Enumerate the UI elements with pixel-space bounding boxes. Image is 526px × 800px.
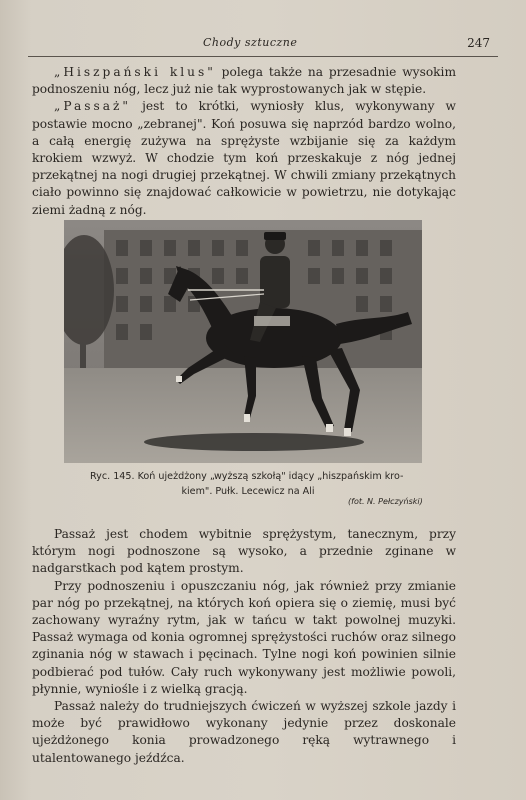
paragraph-passage-definition bbox=[32, 98, 456, 218]
figure-caption bbox=[90, 469, 406, 499]
bottom-text-block bbox=[32, 526, 456, 767]
photo-illustration bbox=[64, 220, 422, 463]
top-text-block bbox=[32, 64, 456, 219]
page-number: 247 bbox=[467, 36, 490, 50]
paragraph-passage-rhythm: Przy podnoszeniu i opuszczaniu nóg, jak również przy zmianie par nóg po przekątnej, na których koń opiera się o ziemię, musi być zachowany wyraźny rytm, jak w tańcu w takt powolnej muzyki. Passaż wymaga od konia ogromnej sprężystości ruchów oraz silnego zginania nóg w stawach i pęcinach. Tylne nogi koń powinien silnie podbierać pod tułów. Cały ruch wykonywany jest możliwie powoli, płynnie, wyniośle i z wielką gracją. bbox=[32, 578, 456, 696]
paragraph-spanish-trot bbox=[32, 64, 456, 98]
paragraph-text: jest to krótki, wyniosły klus, wykonywany w postawie mocno „zebranej". Koń posuwa się naprzód bardzo wolno, a całą energię zużywa na sprężyste wzbijanie się za każdym krokiem wzwyż. W chodzie tym koń przeskakuje z nóg jednej przekątnej na nogi drugiej przekątnej. W chwili zmiany przekątnych ciało powinno się znajdować całkowicie w powietrzu, nie dotykając ziemi żadną z nóg. bbox=[32, 99, 456, 217]
term-passage: „Passaż" bbox=[54, 99, 132, 114]
horse-rider-photograph bbox=[64, 220, 422, 463]
horse-shadow bbox=[144, 433, 364, 451]
photo-credit: (fot. N. Pełczyński) bbox=[348, 497, 423, 506]
paragraph-passage-difficulty: Passaż należy do trudniejszych ćwiczeń w wyższej szkole jazdy i może być prawidłowo wykonany jedynie przez doskonale ujeżdżonego konia prowadzonego ręką wytrawnego i utalentowanego jeźdźca. bbox=[32, 699, 456, 765]
saddle-cloth bbox=[254, 316, 290, 326]
paragraph-passage-character: Passaż jest chodem wybitnie sprężystym, tanecznym, przy którym nogi podnoszone są wysoko, a przednie zginane w nadgarstkach pod kątem prostym. bbox=[32, 527, 456, 576]
caption-line-2: kiem". Pułk. Lecewicz na Ali bbox=[181, 486, 315, 497]
caption-line-1: Ryc. 145. Koń ujeżdżony „wyższą szkołą" idący „hiszpańskim kro- bbox=[90, 471, 404, 482]
running-head bbox=[28, 36, 498, 57]
term-spanish-trot: „Hiszpański klus" bbox=[54, 65, 216, 79]
running-title: Chody sztuczne bbox=[203, 36, 298, 49]
paragraph-text: polega także na przesadnie wysokim podnoszeniu nóg, lecz już nie tak wyprostowanych jak w stępie. bbox=[32, 65, 457, 97]
